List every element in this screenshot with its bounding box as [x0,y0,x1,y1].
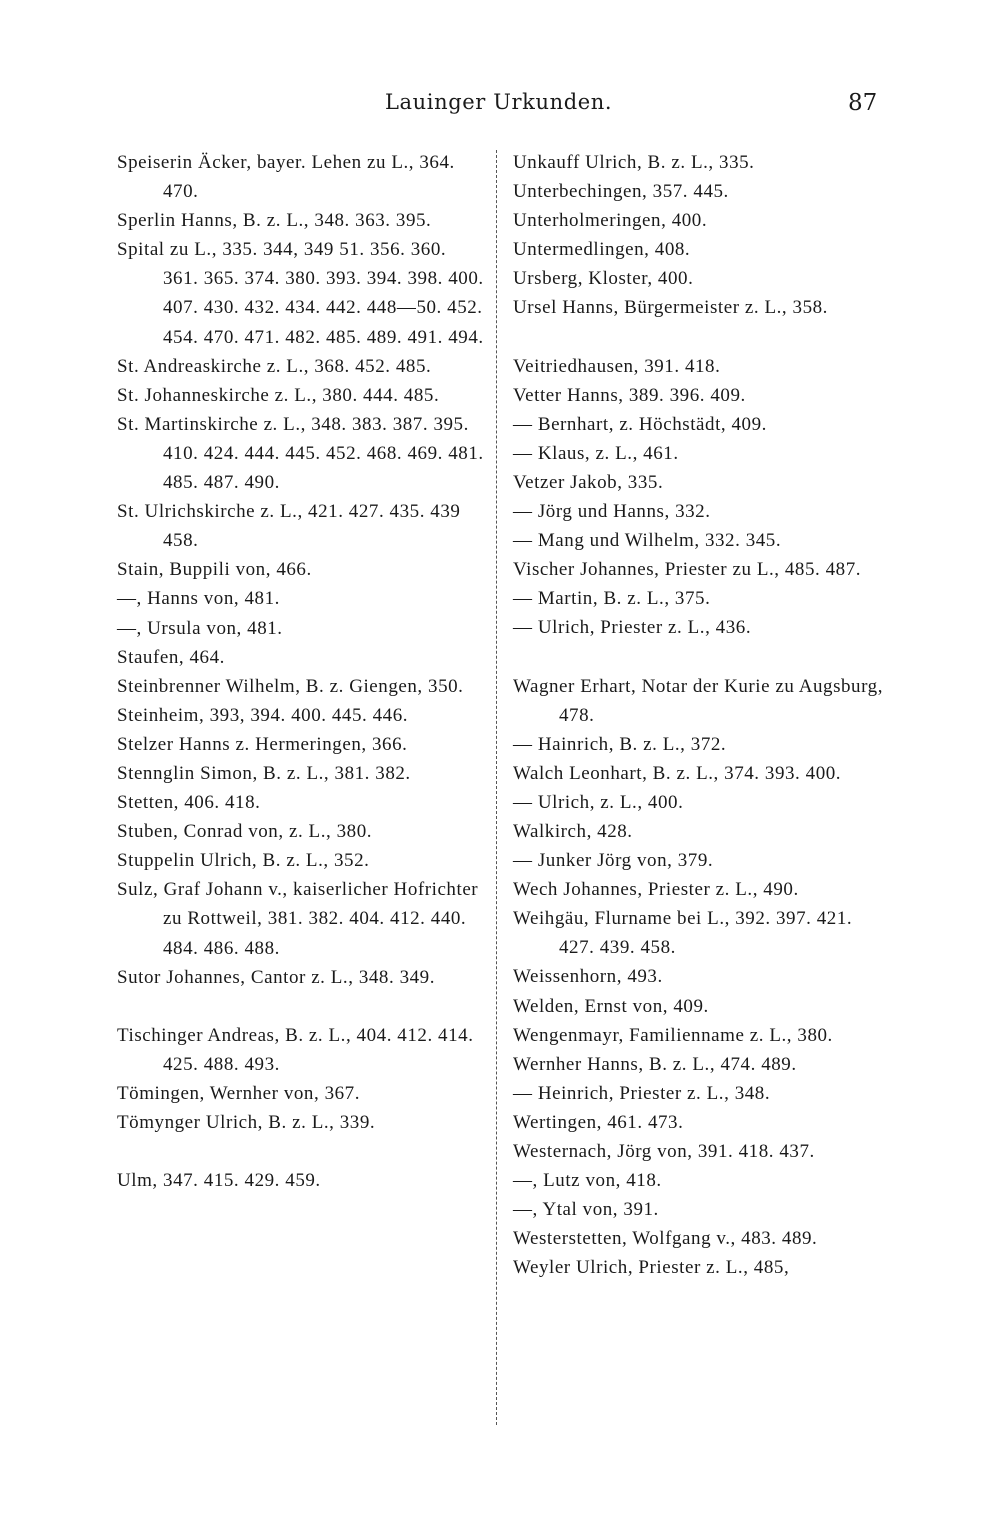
index-entry: Weissenhorn, 493. [513,966,663,988]
index-entry: — Hainrich, B. z. L., 372. [513,733,727,755]
index-entry: Spital zu L., 335. 344, 349 51. 356. 360. 361. 365. 374. 380. 393. 394. 398. 400. 407. 430. 432. 434. 442. 448—50. 452. 454. 470. 471. 482. 485. 489. 491. 494. [117,239,484,348]
index-entry: Vetzer Jakob, 335. [513,471,664,493]
index-entry: Walkirch, 428. [513,820,633,842]
running-title: Lauinger Urkunden. [385,90,613,114]
index-entry: Walch Leonhart, B. z. L., 374. 393. 400. [513,762,842,784]
index-entry: Untermedlingen, 408. [513,239,691,261]
index-entry: Tömynger Ulrich, B. z. L., 339. [117,1112,376,1133]
index-entry: Wertingen, 461. 473. [513,1111,684,1133]
index-entry: — Martin, B. z. L., 375. [513,588,711,610]
index-entry: St. Johanneskirche z. L., 380. 444. 485. [117,384,440,406]
right-column [513,148,891,1282]
index-entry: Wech Johannes, Priester z. L., 490. [513,879,799,901]
index-entry: Stetten, 406. 418. [117,792,261,814]
index-entry: St. Andreaskirche z. L., 368. 452. 485. [117,355,432,377]
index-entry: —, Lutz von, 418. [513,1170,662,1192]
index-entry: Staufen, 464. [117,646,225,668]
index-entry: Speiserin Äcker, bayer. Lehen zu L., 364. 470. [117,152,455,203]
section-gap [117,992,485,1021]
index-entry: —, Hanns von, 481. [117,588,280,610]
index-entry: Tömingen, Wernher von, 367. [117,1082,361,1104]
index-entry: Vischer Johannes, Priester zu L., 485. 487. [513,559,862,581]
index-entry: — Junker Jörg von, 379. [513,850,714,872]
index-entry: — Heinrich, Priester z. L., 348. [513,1082,771,1104]
index-entry: Ulm, 347. 415. 429. 459. [117,1170,321,1192]
index-entry: — Mang und Wilhelm, 332. 345. [513,530,782,552]
index-entry: —, Ursula von, 481. [117,617,283,639]
left-column [117,148,485,1195]
index-entry: Stelzer Hanns z. Hermeringen, 366. [117,733,408,755]
index-entry: Wagner Erhart, Notar der Kurie zu Augsburg, 478. [513,675,883,726]
index-entry: Welden, Ernst von, 409. [513,995,709,1017]
index-entry: — Ulrich, Priester z. L., 436. [513,617,752,639]
index-entry: Wengenmayr, Familienname z. L., 380. [513,1024,833,1046]
index-entry: Stuppelin Ulrich, B. z. L., 352. [117,850,370,872]
index-entry: — Bernhart, z. Höchstädt, 409. [513,413,767,435]
index-entry: Ursel Hanns, Bürgermeister z. L., 358. [513,297,828,319]
index-entry: —, Ytal von, 391. [513,1199,659,1221]
index-entry: Sperlin Hanns, B. z. L., 348. 363. 395. [117,210,432,232]
index-entry: Unkauff Ulrich, B. z. L., 335. [513,152,755,173]
page-header [0,90,1000,122]
section-gap [513,643,891,672]
index-entry: Vetter Hanns, 389. 396. 409. [513,384,746,406]
index-entry: Stuben, Conrad von, z. L., 380. [117,821,373,843]
index-entry: Veitriedhausen, 391. 418. [513,355,721,377]
index-entry: Westerstetten, Wolfgang v., 483. 489. [513,1228,818,1250]
section-gap [513,323,891,352]
index-entry: — Jörg und Hanns, 332. [513,501,711,523]
index-entry: Steinbrenner Wilhelm, B. z. Giengen, 350. [117,675,464,697]
index-entry: St. Ulrichskirche z. L., 421. 427. 435. 439 458. [117,501,461,552]
index-entry: Tischinger Andreas, B. z. L., 404. 412. 414. 425. 488. 493. [117,1024,474,1075]
page-number: 87 [848,90,878,116]
index-entry: Ursberg, Kloster, 400. [513,268,694,290]
index-entry: Stennglin Simon, B. z. L., 381. 382. [117,762,411,784]
index-entry: Unterbechingen, 357. 445. [513,181,729,203]
index-entry: St. Martinskirche z. L., 348. 383. 387. 395. 410. 424. 444. 445. 452. 468. 469. 481. 485. 487. 490. [117,413,484,494]
index-entry: Weyler Ulrich, Priester z. L., 485, [513,1257,790,1279]
index-entry: Sulz, Graf Johann v., kaiserlicher Hofrichter zu Rottweil, 381. 382. 404. 412. 440. 484. 486. 488. [117,879,479,959]
index-entry: Stain, Buppili von, 466. [117,559,312,581]
index-entry: Unterholmeringen, 400. [513,210,708,232]
index-entry: Sutor Johannes, Cantor z. L., 348. 349. [117,966,436,988]
index-entry: Westernach, Jörg von, 391. 418. 437. [513,1141,815,1162]
index-entry: Steinheim, 393, 394. 400. 445. 446. [117,704,409,726]
index-entry: Wernher Hanns, B. z. L., 474. 489. [513,1053,797,1075]
section-gap [117,1137,485,1166]
index-entry: Weihgäu, Flurname bei L., 392. 397. 421. 427. 439. 458. [513,908,853,959]
index-entry: — Klaus, z. L., 461. [513,442,679,464]
index-entry: — Ulrich, z. L., 400. [513,791,684,813]
column-divider [496,150,497,1425]
